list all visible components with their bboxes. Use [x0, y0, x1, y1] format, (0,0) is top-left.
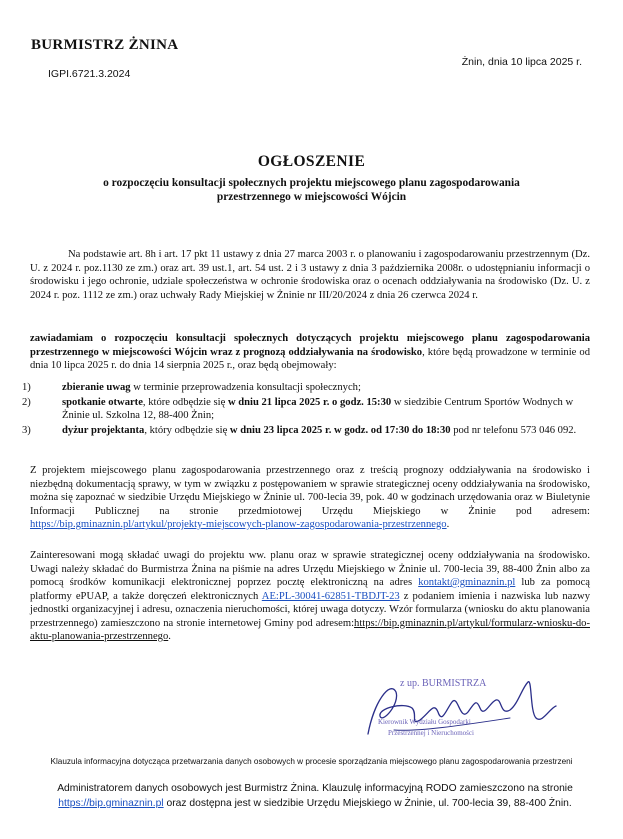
issuer-heading: BURMISTRZ ŻNINA: [31, 37, 179, 53]
comments-text: z podaniem imienia i nazwiska lub nazwy jednostki organizacyjnej i adresu, oznaczenia nieruchomości, której uwaga dotyczy. Wzór formularza (wniosku do aktu planowania przestrzennego) zamieszczono na stronie internetowej Gminy pod adresem:: [30, 590, 590, 629]
comments-text: lub za pomocą platformy ePUAP, a także doręczeń elektronicznych: [30, 577, 591, 602]
comments-text: Zainteresowani mogą składać uwagi do projektu ww. planu oraz w sprawie strategicznej oceny oddziaływania na środowisko. Uwagi należy składać do Burmistrza Żnina na piśmie na adres Urzędu Miejskiego w Żninie ul. 700-lecia 39, 88-400 Żnin albo za pomocą środków komunikacji elektronicznej poprzez pocztę elektroniczną na adres: [30, 550, 590, 588]
stamp-line-2: Kierownik Wydziału Gospodarki: [378, 718, 471, 726]
stamp-line-3: Przestrzennej i Nieruchomości: [388, 729, 474, 737]
comments-end: .: [168, 631, 171, 642]
handwritten-signature: [368, 682, 556, 734]
list-item-text: w terminie przeprowadzenia konsultacji społecznych;: [130, 382, 361, 393]
planning-projects-link[interactable]: https://bip.gminaznin.pl/artykul/projekty-miejscowych-planow-zagospodarowania-przestrzennego: [30, 519, 447, 530]
list-item-text: , które odbędzie się: [142, 396, 228, 408]
list-item: [22, 424, 590, 438]
list-item: [22, 381, 590, 395]
announcement-bold: zawiadamiam o rozpoczęciu konsultacji społecznych dotyczących projektu miejscowego planu zagospodarowania przestrzennego w miejscowości Wójcin wraz z prognozą oddziaływania na środowisko: [30, 333, 590, 358]
reference-number: IGPI.6721.3.2024: [48, 68, 131, 80]
list-item-bold: dyżur projektanta: [62, 424, 145, 436]
bip-link[interactable]: https://bip.gminaznin.pl: [58, 798, 164, 809]
signature-stamp: [360, 672, 580, 752]
document-subtitle: o rozpoczęciu konsultacji społecznych projektu miejscowego planu zagospodarowania przestrzennego w miejscowości Wójcin: [103, 177, 520, 203]
contact-email-link[interactable]: kontakt@gminaznin.pl: [418, 577, 516, 588]
list-number: 1): [22, 382, 31, 393]
form-template-link[interactable]: https://bip.gminaznin.pl/artykul/formularz-wniosku-do-aktu-planowania-przestrzennego: [30, 617, 590, 642]
list-item-bold: zbieranie uwag: [62, 382, 131, 393]
documentation-text: Z projektem miejscowego planu zagospodarowania przestrzennego oraz z treścią prognozy oddziaływania na środowisko i niezbędną dokumentacją sprawy, w tym w związku z postępowaniem w sprawie strategicznej oceny oddziaływania na środowisko, można się zapoznać w siedzibie Urzędu Miejskiego w Żninie ul. 700-lecia 39, pok. 40 w godzinach urzędowania oraz w Biuletynie Informacji Publicznej na stronie przedmiotowej Urzędu Miejskiego w Żninie pod adresem:: [30, 465, 590, 517]
list-item-bold: w dniu 21 lipca 2025 r. o godz. 15:30: [227, 396, 392, 408]
list-item-bold: spotkanie otwarte: [62, 396, 143, 408]
comments-paragraph: [30, 549, 590, 644]
list-number: 2): [22, 396, 31, 408]
document-title: OGŁOSZENIE: [257, 153, 366, 170]
stamp-line-1: z up. BURMISTRZA: [400, 678, 487, 689]
list-item-text: pod nr telefonu 573 046 092.: [450, 424, 577, 436]
documentation-end: .: [446, 519, 450, 530]
documentation-paragraph: [30, 464, 590, 532]
list-item-bold: w dniu 23 lipca 2025 r. w godz. od 17:30 do 18:30: [229, 424, 451, 436]
rodo-clause-note: Klauzula informacyjna dotycząca przetwarzania danych osobowych w procesie sporządzania miejscowego planu zagospodarowania przestrzeni: [50, 757, 573, 766]
consultation-list: [22, 381, 590, 438]
announcement-rest: , które będą prowadzone w terminie od dnia 10 lipca 2025 r. do dnia 14 sierpnia 2025 r., oraz będą obejmowały:: [30, 346, 590, 371]
legal-basis-paragraph: Na podstawie art. 8h i art. 17 pkt 11 ustawy z dnia 27 marca 2003 r. o planowaniu i zagospodarowaniu przestrzennym (Dz. U. z 2024 r. poz.1130 ze zm.) oraz art. 39 ust.1, art. 54 ust. 2 i 3 ustawy z dnia 3 października 2008r. o udostępnianiu informacji o środowisku i jego ochronie, udziale społeczeństwa w ochronie środowiska oraz o ocenach oddziaływania na środowisko (Dz. U. z 2024 r. poz. 1112 ze zm.) oraz uchwały Rady Miejskiej w Żninie nr III/20/2024 z dnia 26 czerwca 2024 r.: [30, 249, 590, 301]
list-item-text: , który odbędzie się: [144, 424, 230, 436]
announcement-paragraph: [30, 332, 590, 373]
rodo-text: oraz dostępna jest w siedzibie Urzędu Miejskiego w Żninie, ul. 700-lecia 39, 88-400 Żnin.: [163, 798, 572, 809]
rodo-administrator-info: [25, 781, 605, 811]
list-item: [22, 396, 590, 423]
rodo-text: Administratorem danych osobowych jest Burmistrz Żnina. Klauzulę informacyjną RODO zamieszczono na stronie: [57, 783, 573, 794]
list-number: 3): [22, 424, 31, 436]
list-item-text: w siedzibie Centrum Sportów Wodnych w Żninie ul. Szkolna 12, 88-400 Żnin;: [62, 396, 574, 421]
e-delivery-address-link[interactable]: AE:PL-30041-62851-TBDJT-23: [261, 590, 400, 602]
place-and-date: Żnin, dnia 10 lipca 2025 r.: [461, 56, 582, 68]
